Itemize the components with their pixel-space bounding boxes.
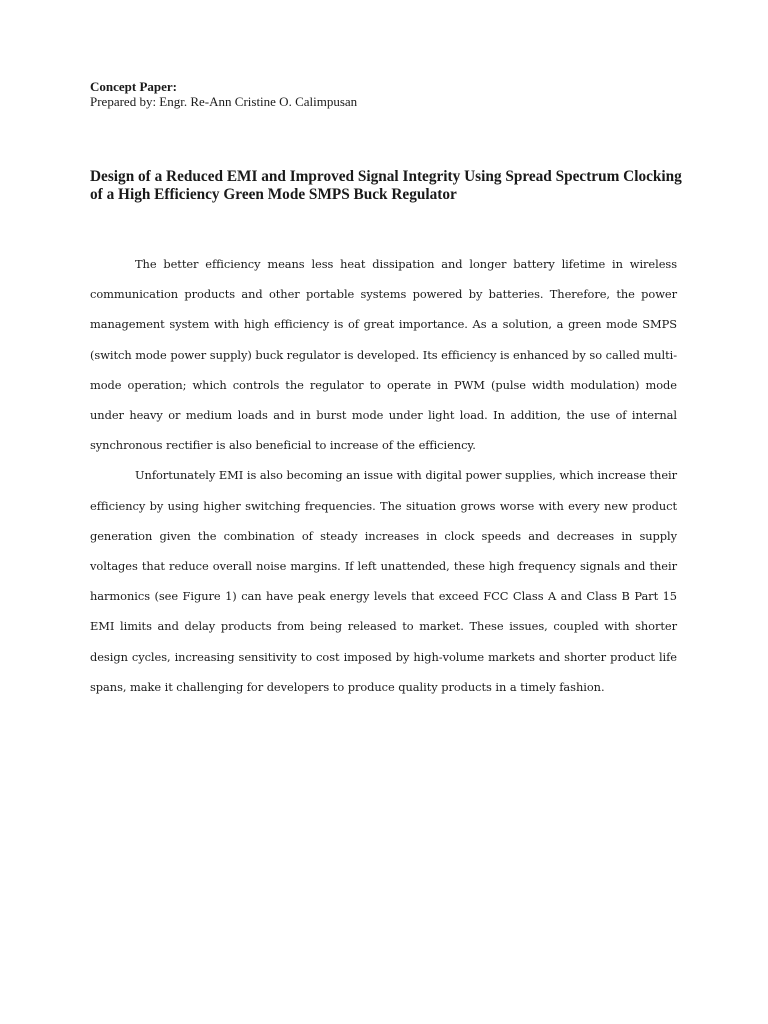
concept-paper-label: Concept Paper: bbox=[90, 79, 178, 94]
prepared-by-line: Prepared by: Engr. Re-Ann Cristine O. Calimpusan bbox=[90, 94, 358, 109]
body-paragraph: Unfortunately EMI is also becoming an issue with digital power supplies, which increase their efficiency by using higher switching frequencies. The situation grows worse with every new product generation given the combination of steady increases in clock speeds and decreases in supply voltages that reduce overall noise margins. If left unattended, these high frequency signals and their harmonics (see Figure 1) can have peak energy levels that exceed FCC Class A and Class B Part 15 EMI limits and delay products from being released to market. These issues, coupled with shorter design cycles, increasing sensitivity to cost imposed by high-volume markets and shorter product life spans, make it challenging for developers to produce quality products in a timely fashion. bbox=[90, 468, 677, 694]
document-body bbox=[90, 249, 677, 702]
document-header bbox=[90, 79, 690, 109]
document-title: Design of a Reduced EMI and Improved Signal Integrity Using Spread Spectrum Clocking of a High Efficiency Green Mode SMPS Buck Regulator bbox=[90, 168, 682, 203]
body-paragraph: The better efficiency means less heat dissipation and longer battery lifetime in wireless communication products and other portable systems powered by batteries. Therefore, the power management system with high efficiency is of great importance. As a solution, a green mode SMPS (switch mode power supply) buck regulator is developed. Its efficiency is enhanced by so called multi-mode operation; which controls the regulator to operate in PWM (pulse width modulation) mode under heavy or medium loads and in burst mode under light load. In addition, the use of internal synchronous rectifier is also beneficial to increase of the efficiency. bbox=[90, 257, 677, 453]
